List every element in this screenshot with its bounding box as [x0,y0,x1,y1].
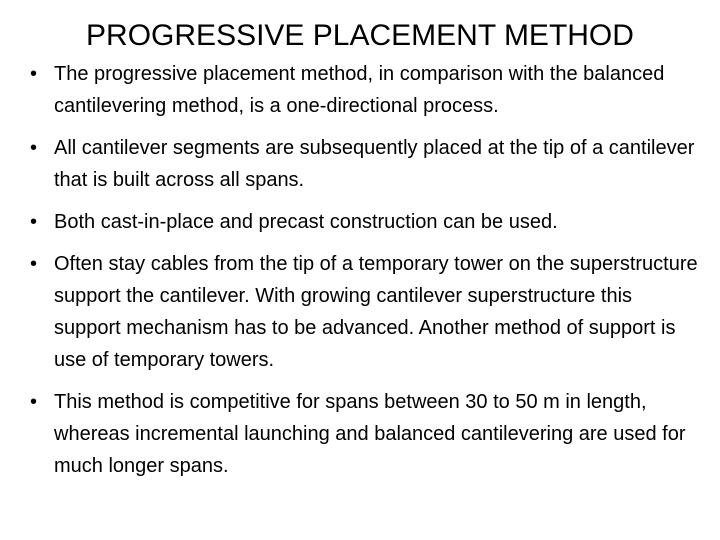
bullet-item: • All cantilever segments are subsequently placed at the tip of a cantilever that is built across all spans. [30,132,700,196]
bullet-item: • This method is competitive for spans between 30 to 50 m in length, whereas incremental launching and balanced cantilevering are used for much longer spans. [30,386,700,482]
slide-title: PROGRESSIVE PLACEMENT METHOD [86,19,634,52]
bullet-item: • Often stay cables from the tip of a temporary tower on the superstructure support the cantilever. With growing cantilever superstructure this support mechanism has to be advanced. Another method of support is use of temporary towers. [30,248,700,376]
bullet-item: • The progressive placement method, in comparison with the balanced cantilevering method, is a one-directional process. [30,58,700,122]
bullet-list [30,58,700,492]
bullet-item: • Both cast-in-place and precast construction can be used. [30,206,700,238]
